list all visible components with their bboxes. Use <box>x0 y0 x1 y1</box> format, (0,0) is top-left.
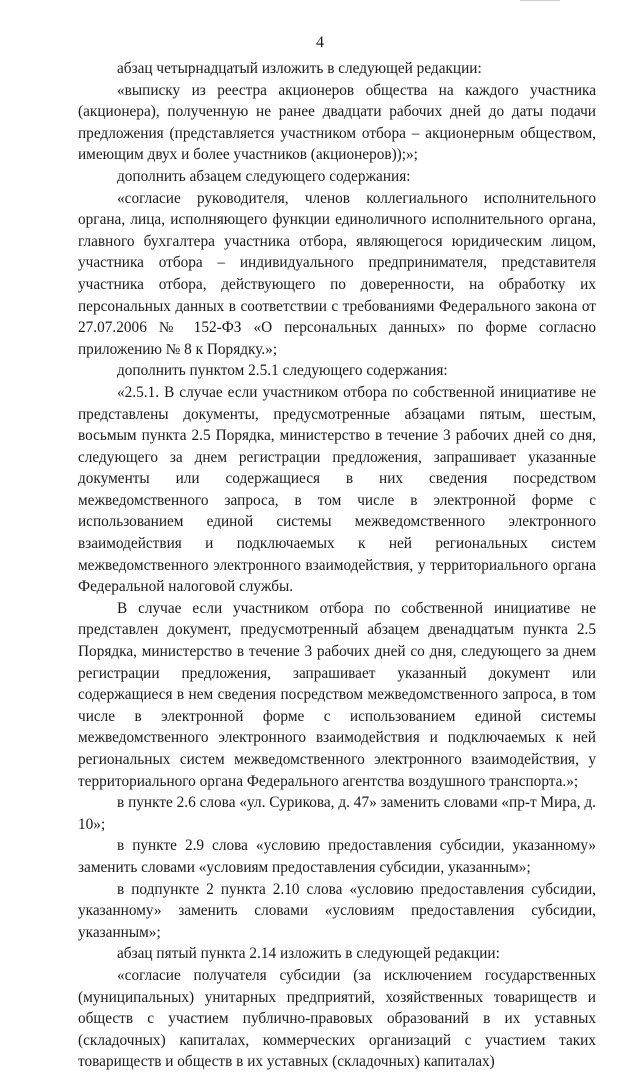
page-number: 4 <box>316 34 324 51</box>
paragraph: «2.5.1. В случае если участником отбора по собственной инициативе не представлены документы, предусмотренные абзацами пятым, шестым, восьмым пункта 2.5 Порядка, министерство в течение 3 рабочих дней со дня, следующего за днем регистрации предложения, запрашивает указанные документы или содержащиеся в них сведения посредством межведомственного запроса, в том числе в электронной форме с использованием единой системы межведомственного электронного взаимодействия и подключаемых к ней региональных систем межведомственного электронного взаимодействия, у территориального органа Федеральной налоговой службы. <box>78 383 596 596</box>
document-body <box>78 58 596 1073</box>
paragraph: абзац пятый пункта 2.14 изложить в следующей редакции: <box>117 945 500 963</box>
paragraph: в пункте 2.9 слова «условию предоставления субсидии, указанному» заменить словами «условиям предоставления субсидии, указанным»; <box>78 837 596 876</box>
paragraph: в пункте 2.6 слова «ул. Сурикова, д. 47» заменить словами «пр-т Мира, д. 10»; <box>78 794 596 833</box>
paragraph: «выписку из реестра акционеров общества на каждого участника (акционера), полученную не ранее двадцати рабочих дней до даты подачи предложения (представляется участником отбора – акционерным обществом, имеющим двух и более участников (акционеров));»; <box>78 81 596 164</box>
paragraph: «согласие руководителя, членов коллегиального исполнительного органа, лица, исполняющего функции единоличного исполнительного органа, главного бухгалтера участника отбора, являющегося юридическим лицом, участника отбора – индивидуального предпринимателя, представителя участника отбора, действующего по доверенности, на обработку их персональных данных в соответствии с требованиями Федерального закона от 27.07.2006 № 152-ФЗ «О персональных данных» по форме согласно приложению № 8 к Порядку.»; <box>78 189 596 358</box>
paragraph: дополнить пунктом 2.5.1 следующего содержания: <box>117 362 448 380</box>
paragraph: в подпункте 2 пункта 2.10 слова «условию предоставления субсидии, указанному» заменить словами «условиям предоставления субсидии, указанным»; <box>78 880 596 941</box>
paragraph: абзац четырнадцатый изложить в следующей редакции: <box>117 60 482 77</box>
paragraph: дополнить абзацем следующего содержания: <box>117 167 411 185</box>
paragraph: «согласие получателя субсидии (за исключением государственных (муниципальных) унитарных предприятий, хозяйственных товариществ и обществ с участием публично-правовых образований в их уставных (складочных) капиталах, коммерческих организаций с участием таких товариществ и обществ в их уставных (складочных) капиталах) <box>78 966 596 1071</box>
paragraph: В случае если участником отбора по собственной инициативе не представлен документ, предусмотренный абзацем двенадцатым пункта 2.5 Порядка, министерство в течение 3 рабочих дней со дня, следующего за днем регистрации предложения, запрашивает указанный документ или содержащиеся в нем сведения посредством межведомственного запроса, в том числе в электронной форме с использованием единой системы межведомственного электронного взаимодействия и подключаемых к ней региональных систем межведомственного электронного взаимодействия, у территориального органа Федерального агентства воздушного транспорта.»; <box>78 599 596 790</box>
top-edge-mark <box>520 0 560 1</box>
